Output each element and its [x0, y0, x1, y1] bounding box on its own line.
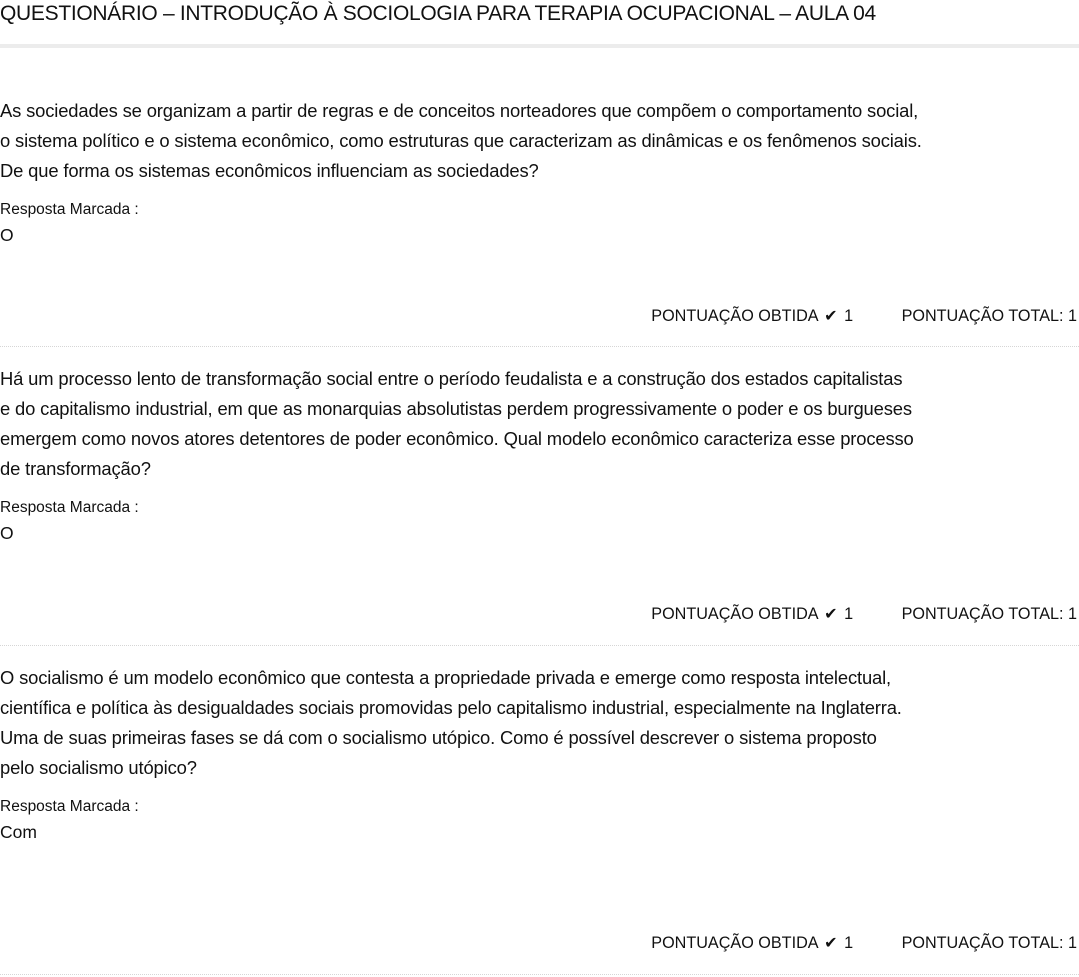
score-total: PONTUAÇÃO TOTAL: 1: [901, 307, 1077, 325]
answer-value: O: [0, 225, 14, 245]
question-text-line: científica e política às desigualdades sociais promovidas pelo capitalismo industrial, especialmente na Inglaterra.: [0, 697, 902, 718]
check-icon: ✔: [824, 308, 838, 325]
question-text-line: Há um processo lento de transformação social entre o período feudalista e a construção dos estados capitalistas: [0, 368, 903, 389]
score-obtained: [651, 604, 853, 624]
question-3: [0, 663, 1079, 843]
question-text-line: e do capitalismo industrial, em que as monarquias absolutistas perdem progressivamente o poder e os burgueses: [0, 398, 912, 419]
score-obtained-label: PONTUAÇÃO OBTIDA: [651, 605, 818, 623]
score-row-3: [651, 933, 1077, 953]
answer-label: Resposta Marcada :: [0, 499, 139, 516]
answer-value: Com: [0, 822, 37, 842]
question-divider: [0, 974, 1079, 975]
question-divider: [0, 645, 1079, 646]
score-total: PONTUAÇÃO TOTAL: 1: [901, 605, 1077, 623]
score-obtained: [651, 933, 853, 953]
answer-label: Resposta Marcada :: [0, 201, 139, 218]
question-3-text: [0, 663, 1079, 783]
score-total: PONTUAÇÃO TOTAL: 1: [901, 934, 1077, 952]
score-obtained-value: 1: [844, 934, 854, 952]
answer-value: O: [0, 523, 14, 543]
page-title: QUESTIONÁRIO – INTRODUÇÃO À SOCIOLOGIA PARA TERAPIA OCUPACIONAL – AULA 04: [0, 2, 876, 25]
question-1-text: [0, 96, 1079, 186]
score-obtained-value: 1: [844, 307, 854, 325]
question-text-line: o sistema político e o sistema econômico, como estruturas que caracterizam as dinâmicas e os fenômenos sociais.: [0, 130, 922, 151]
answer-label: Resposta Marcada :: [0, 798, 139, 815]
score-obtained-value: 1: [844, 605, 854, 623]
score-obtained-label: PONTUAÇÃO OBTIDA: [651, 934, 818, 952]
question-text-line: pelo socialismo utópico?: [0, 757, 197, 778]
question-text-line: O socialismo é um modelo econômico que contesta a propriedade privada e emerge como resposta intelectual,: [0, 667, 891, 688]
score-obtained-label: PONTUAÇÃO OBTIDA: [651, 307, 818, 325]
question-text-line: Uma de suas primeiras fases se dá com o socialismo utópico. Como é possível descrever o sistema proposto: [0, 727, 877, 748]
check-icon: ✔: [824, 606, 838, 623]
score-row-2: [651, 604, 1077, 624]
score-row-1: [651, 306, 1077, 326]
question-text-line: emergem como novos atores detentores de poder econômico. Qual modelo econômico caracteriza esse processo: [0, 428, 914, 449]
question-1: [0, 96, 1079, 246]
question-text-line: de transformação?: [0, 458, 151, 479]
check-icon: ✔: [824, 935, 838, 952]
question-text-line: De que forma os sistemas econômicos influenciam as sociedades?: [0, 160, 539, 181]
question-text-line: As sociedades se organizam a partir de regras e de conceitos norteadores que compõem o comportamento social,: [0, 100, 919, 121]
question-divider: [0, 346, 1079, 347]
question-2: [0, 364, 1079, 544]
score-obtained: [651, 306, 853, 326]
title-divider: [0, 44, 1079, 48]
question-2-text: [0, 364, 1079, 484]
